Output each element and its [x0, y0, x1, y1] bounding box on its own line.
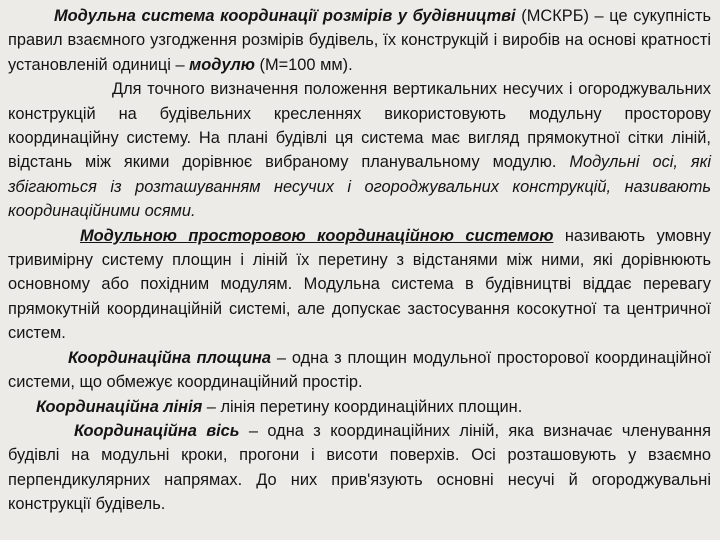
- paragraph-text: (М=100 мм).: [254, 55, 353, 74]
- paragraph-text: – одна з площин модульної просторової координаційної системи, що обмежує координаційний простір.: [8, 348, 711, 392]
- paragraph-coordination-plane: [8, 346, 711, 395]
- paragraph-text: Для точного визначення положення вертикальних несучих і огороджувальних конструкцій на будівельних кресленнях використовують модульну просторову координаційну систему. На плані будівлі ця система має вигляд прямокутної сітки ліній, відстань між якими дорівнює вибраному планувальному модулю.: [8, 80, 711, 172]
- paragraph-text: (МСКРБ) – це сукупність правил взаємного узгодження розмірів будівель, їх конструкцій і виробів на основі кратності установленій одиниці –: [8, 7, 712, 74]
- term-coordination-axis: Координаційна вісь: [74, 421, 240, 440]
- paragraph-text: – лінія перетину координаційних площин.: [202, 397, 523, 416]
- term-coordination-line: Координаційна лінія: [36, 397, 203, 416]
- paragraph-text: називають умовну тривимірну систему площин і ліній їх перетину з відстанями між ними, які дорівнюють основному або похідним модулям. Модульна система в будівництві віддає перевагу прямокутній координаційній системі, але допускає застосування косокутної та центричної систем.: [8, 226, 711, 343]
- paragraph-spatial-system: [8, 224, 711, 346]
- term-coordination-plane: Координаційна площина: [68, 348, 272, 367]
- paragraph-coordination-line: [8, 395, 711, 419]
- term-spatial-system: Модульною просторовою координаційною системою: [80, 226, 554, 245]
- term-module: модулю: [189, 55, 255, 74]
- paragraph-coordination-axis: [8, 419, 711, 517]
- paragraph-text: – одна з координаційних ліній, яка визначає членування будівлі на модульні кроки, прогони і висоти поверхів. Осі розташовують у взаємно перпендикулярних напрямах. До них прив'язують основні несучі й огороджувальні конструкції будівель.: [8, 421, 711, 514]
- italic-definition-axes: Модульні осі, які збігаються із розташуванням несучих і огороджувальних конструкцій, називають координаційними осями.: [8, 153, 712, 221]
- paragraph-coordination-axes: [8, 77, 711, 223]
- paragraph-mskrb-definition: [8, 4, 711, 77]
- term-mskrb: Модульна система координації розмірів у будівництві: [54, 7, 516, 25]
